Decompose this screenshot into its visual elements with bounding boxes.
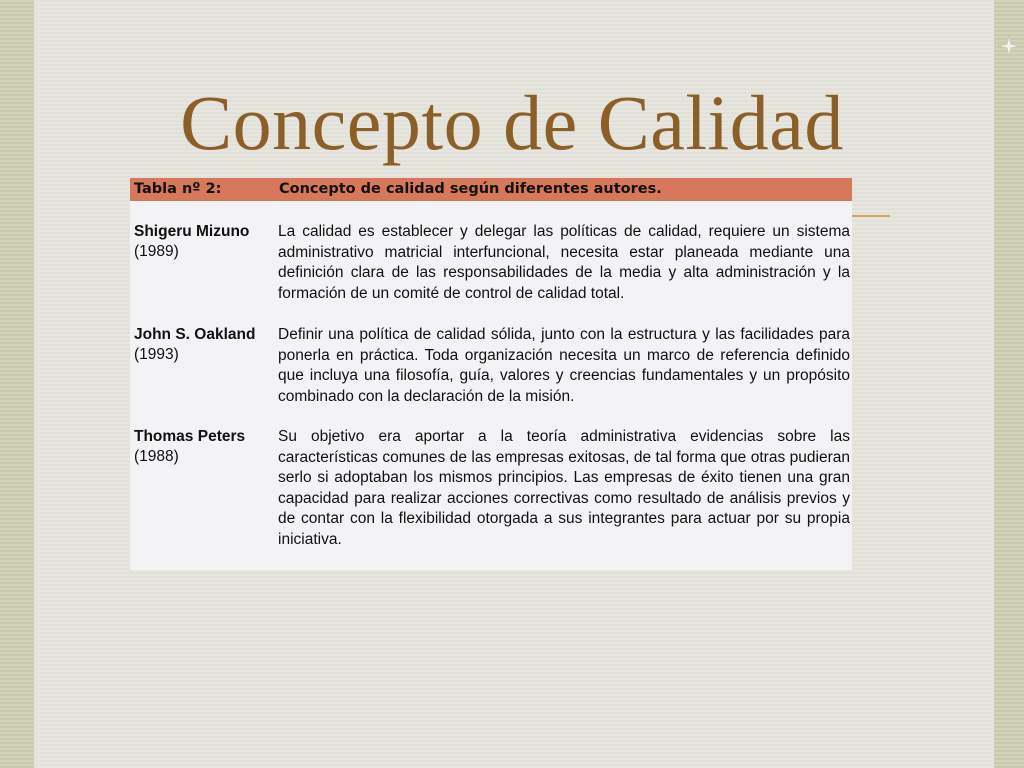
- author-cell: [134, 325, 274, 365]
- concept-description: La calidad es establecer y delegar las políticas de calidad, requiere un sistema administrativo matricial interfuncional, necesita estar planeada mediante una definición clara de las responsabilidades de la media y alta administración y la formación de un comité de control de calidad total.: [278, 223, 850, 302]
- slide-title: Concepto de Calidad: [180, 79, 844, 166]
- author-name: Shigeru Mizuno: [134, 223, 250, 240]
- concept-description: Definir una política de calidad sólida, junto con la estructura y las facilidades para ponerla en práctica. Toda organización necesita un marco de referencia definido que incluya una filosofía, guía, valores y creencias fundamentales y un propósito combinado con la declaración de la misión.: [278, 326, 850, 405]
- author-year: (1993): [134, 346, 179, 363]
- author-name: John S. Oakland: [134, 326, 256, 343]
- table-caption-text: Concepto de calidad según diferentes autores.: [279, 181, 662, 197]
- author-cell: [134, 427, 274, 467]
- authors-table: [130, 178, 852, 570]
- table-caption: [130, 178, 852, 201]
- four-point-star-icon: [997, 34, 1021, 58]
- table-number-label: Tabla nº 2:: [134, 181, 222, 197]
- author-year: (1988): [134, 448, 179, 465]
- author-year: (1989): [134, 243, 179, 260]
- concept-description: Su objetivo era aportar a la teoría administrativa evidencias sobre las características comunes de las empresas exitosas, de tal forma que otras pudieran serlo si adoptaban los mismos principios. Las empresas de éxito tienen una gran capacidad para realizar acciones correctivas como resultado de análisis previos y de contar con la flexibilidad otorgada a sus integrantes para actuar por su propia iniciativa.: [278, 428, 850, 548]
- author-name: Thomas Peters: [134, 428, 246, 445]
- author-cell: [134, 222, 274, 262]
